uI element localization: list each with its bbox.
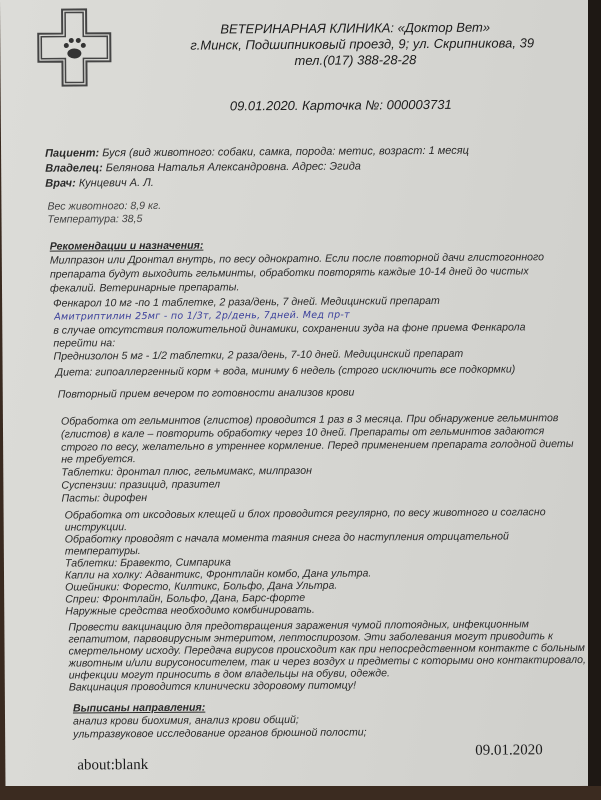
text-line: Пасты: дирофен (61, 491, 148, 505)
clinic-phone: тел.(017) 388-28-28 (294, 52, 417, 68)
handwritten-note: Амитриптилин 25мг - по 1/3т, 2р/день, 7дней. Мед пр-т (54, 309, 350, 323)
print-url: about:blank (77, 756, 149, 774)
text-line: Обработка от гельминтов (глистов) проводится 1 раз в 3 месяца. При обнаружение гельминтов (60, 412, 559, 428)
text-line: Суспензии: празицид, празител (61, 478, 221, 492)
fallback-text: в случае отсутствия положительной динамики, сохранении зуда на фоне приема Фенкарола перейти на: Преднизолон 5 мг - 1/2 таблетки, 2 раза/день, 7-10 дней. Медицинский препарат (53, 321, 526, 363)
clinic-logo-cross-paw-icon (36, 7, 113, 88)
text-line: Обработка от иксодовых клещей и блох проводится регулярно, по весу животного и согласно (64, 506, 546, 522)
text-line: Наружные средства необходимо комбинировать. (65, 603, 315, 618)
text-line: Таблетки: Бравекто, Симпарика (64, 556, 231, 570)
text-line: Таблетки: дронтал плюс, гельмимакс, милпразон (61, 465, 312, 479)
text-line: Спреи: Фронтлайн, Больфо, Дана, Барс-форте (65, 591, 306, 606)
clinic-name: ВЕТЕРИНАРНАЯ КЛИНИКА: «Доктор Вет» (220, 19, 491, 37)
vaccination-block (68, 618, 586, 694)
ticks-block (65, 506, 547, 617)
print-date: 09.01.2020 (475, 742, 543, 759)
clinic-address: г.Минск, Подшипниковый проезд, 9; ул. Скрипникова, 39 (190, 35, 535, 53)
background-surface (0, 786, 601, 800)
text-line: инструкции. (64, 521, 128, 534)
text-line: смертельному исходу. Передача вирусов происходит как при непосредственном контакте с больным (68, 641, 585, 658)
diet-line: Диета: гипоаллергенный корм + вода, миниму 6 недель (строго исключить все подкормки) (55, 363, 516, 379)
text-line: Капли на холку: Адвантикс, Фронтлайн комбо, Дана ультра. (64, 567, 372, 582)
text-line: Вакцинация проводится клинически здоровому питомцу! (68, 679, 357, 694)
text-line: животным и/или вирусоносителем, так и через воздух и предметы с которыми оно контактировало, (68, 653, 586, 670)
text-line: (глистов) в кале – повторить обработку через 10 дней. Препараты от гельминтов задаются (60, 425, 545, 441)
text-line: инфекции могут приносить в дом владельцы на обуви, одежде. (68, 667, 391, 682)
text-line: гепатитом, парвовирусным энтеритом, лептоспирозом. Эти заболевания могут приводить к (68, 630, 554, 646)
text-line: не требуется. (61, 453, 136, 466)
text-line: строго по весу, желательно в утреннее кормление. Перед применением препарата голодной диеты (61, 437, 574, 454)
background-edge (588, 0, 601, 800)
repeat-visit-line: Повторный прием вечером по готовности анализов крови (57, 386, 355, 401)
text-line: Провести вакцинацию для предотвращения заражения чумой плотоядных, инфекционным (68, 618, 529, 634)
fenkarol-line: Фенкарол 10 мг -по 1 таблетке, 2 раза/день, 7 дней. Медицинский препарат (53, 294, 440, 310)
helminth-block (61, 412, 574, 505)
vitals: Вес животного: 8,9 кг. Температура: 38,5 (47, 199, 162, 226)
referrals: Выписаны направления: анализ крови биохимия, анализ крови общий; ультразвуковое исследование органов брюшной полости; (72, 701, 367, 741)
text-line: Обработку проводят с начала момента таяния снега до наступления отрицательной (64, 530, 509, 546)
text-line: Ошейники: Форесто, Килтикс, Больфо, Дана Ультра. (65, 579, 338, 594)
patient-info: Пациент: Буся (вид животного: собаки, самка, порода: метис, возраст: 1 месяц Владелец: Белянова Наталья Александровна. Адрес: Эгида Врач: Кунцевич А. Л. (45, 144, 469, 190)
card-title: 09.01.2020. Карточка №: 000003731 (229, 96, 452, 114)
text-line: температуры. (64, 545, 141, 558)
recommendations: Рекомендации и назначения: Милпразон или Дронтал внутрь, по весу однократно. Если после повторной дачи глистогонного препарата будут выходить гельминты, обработки повторять каждые 10-14 дней до чистых фекалий. Ветеринарные препараты. (49, 239, 545, 295)
